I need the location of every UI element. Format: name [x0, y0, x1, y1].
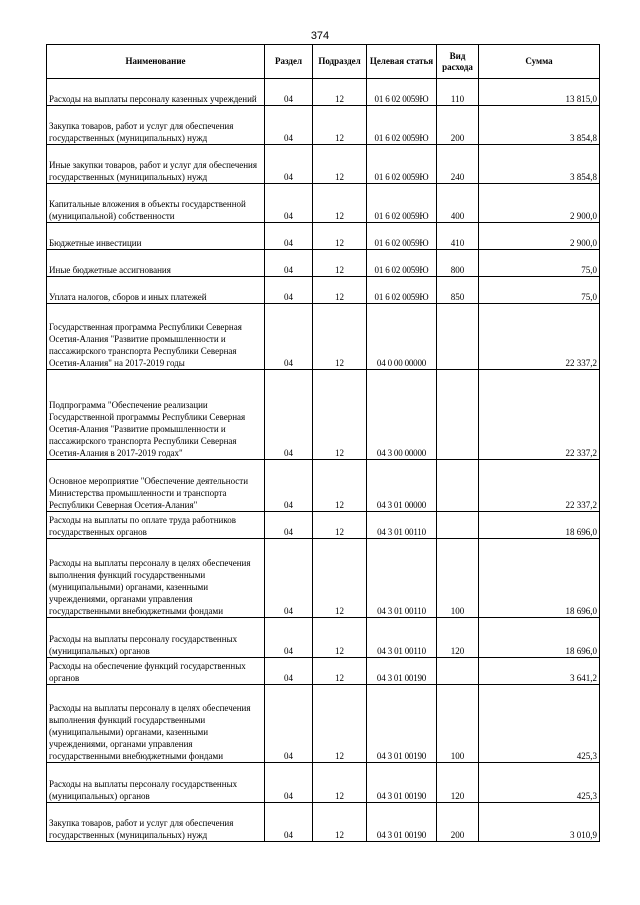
- row-subsection: 12: [313, 763, 367, 803]
- row-target: 04 3 00 00000: [367, 370, 437, 460]
- row-type: [437, 370, 479, 460]
- table-row: [47, 370, 600, 460]
- row-amount: 3 854,8: [479, 106, 600, 145]
- row-type: [437, 512, 479, 539]
- table-row: [47, 658, 600, 685]
- row-section: 04: [265, 803, 313, 842]
- row-subsection: 12: [313, 250, 367, 277]
- row-target: 04 3 01 00190: [367, 685, 437, 763]
- row-section: 04: [265, 763, 313, 803]
- table-row: [47, 277, 600, 304]
- row-name: Закупка товаров, работ и услуг для обеспечения государственных (муниципальных) нужд: [47, 106, 265, 145]
- row-target: 04 3 01 00110: [367, 618, 437, 658]
- row-name: Расходы на выплаты персоналу в целях обеспечения выполнения функций государственными (муниципальными) органами, казенными учреждениями, органами управления государственными внебюджетными фондами: [47, 685, 265, 763]
- row-name: Расходы на выплаты персоналу в целях обеспечения выполнения функций государственными (муниципальными) органами, казенными учреждениями, органами управления государственными внебюджетными фондами: [47, 539, 265, 618]
- row-section: 04: [265, 539, 313, 618]
- row-type: 100: [437, 539, 479, 618]
- header-subsection: Подраздел: [313, 45, 367, 79]
- row-target: 04 3 01 00190: [367, 803, 437, 842]
- row-target: 04 3 01 00110: [367, 539, 437, 618]
- row-type: [437, 658, 479, 685]
- budget-table: [46, 44, 600, 842]
- row-section: 04: [265, 223, 313, 250]
- row-subsection: 12: [313, 277, 367, 304]
- row-amount: 425,3: [479, 763, 600, 803]
- table-header-row: [47, 45, 600, 79]
- row-type: 240: [437, 145, 479, 184]
- row-subsection: 12: [313, 512, 367, 539]
- table-row: [47, 106, 600, 145]
- row-target: 04 3 01 00000: [367, 460, 437, 512]
- row-amount: 3 641,2: [479, 658, 600, 685]
- row-subsection: 12: [313, 539, 367, 618]
- row-amount: 75,0: [479, 277, 600, 304]
- row-section: 04: [265, 370, 313, 460]
- row-section: 04: [265, 618, 313, 658]
- row-target: 01 6 02 0059Ю: [367, 79, 437, 106]
- row-subsection: 12: [313, 460, 367, 512]
- table-row: [47, 539, 600, 618]
- header-amount: Сумма: [479, 45, 600, 79]
- row-section: 04: [265, 658, 313, 685]
- table-row: [47, 460, 600, 512]
- header-name: Наименование: [47, 45, 265, 79]
- row-name: Иные бюджетные ассигнования: [47, 250, 265, 277]
- row-name: Основное мероприятие "Обеспечение деятельности Министерства промышленности и транспорта Республики Северная Осетия-Алания": [47, 460, 265, 512]
- row-subsection: 12: [313, 803, 367, 842]
- row-subsection: 12: [313, 370, 367, 460]
- table-row: [47, 304, 600, 370]
- table-row: [47, 685, 600, 763]
- row-target: 01 6 02 0059Ю: [367, 184, 437, 223]
- row-section: 04: [265, 106, 313, 145]
- row-amount: 2 900,0: [479, 223, 600, 250]
- row-section: 04: [265, 79, 313, 106]
- row-name: Расходы на выплаты персоналу государственных (муниципальных) органов: [47, 763, 265, 803]
- row-amount: 18 696,0: [479, 512, 600, 539]
- row-name: Бюджетные инвестиции: [47, 223, 265, 250]
- row-subsection: 12: [313, 223, 367, 250]
- row-target: 04 3 01 00110: [367, 512, 437, 539]
- row-subsection: 12: [313, 79, 367, 106]
- row-subsection: 12: [313, 145, 367, 184]
- row-type: [437, 304, 479, 370]
- row-name: Государственная программа Республики Северная Осетия-Алания "Развитие промышленности и пассажирского транспорта Республики Северная Осетия-Алания" на 2017-2019 годы: [47, 304, 265, 370]
- row-type: 400: [437, 184, 479, 223]
- header-target: Целевая статья: [367, 45, 437, 79]
- row-type: 110: [437, 79, 479, 106]
- row-name: Подпрограмма "Обеспечение реализации Государственной программы Республики Северная Осетия-Алания "Развитие промышленности и пассажирского транспорта Республики Северная Осетия-Алания в 2017-2019 годах": [47, 370, 265, 460]
- row-section: 04: [265, 304, 313, 370]
- table-row: [47, 512, 600, 539]
- row-target: 01 6 02 0059Ю: [367, 277, 437, 304]
- row-target: 04 0 00 00000: [367, 304, 437, 370]
- row-amount: 425,3: [479, 685, 600, 763]
- row-name: Капитальные вложения в объекты государственной (муниципальной) собственности: [47, 184, 265, 223]
- row-subsection: 12: [313, 184, 367, 223]
- row-type: 200: [437, 803, 479, 842]
- table-row: [47, 223, 600, 250]
- table-row: [47, 618, 600, 658]
- row-amount: 22 337,2: [479, 370, 600, 460]
- row-amount: 22 337,2: [479, 304, 600, 370]
- row-subsection: 12: [313, 106, 367, 145]
- table-row: [47, 145, 600, 184]
- row-amount: 75,0: [479, 250, 600, 277]
- header-section: Раздел: [265, 45, 313, 79]
- row-type: 120: [437, 763, 479, 803]
- row-name: Расходы на выплаты персоналу казенных учреждений: [47, 79, 265, 106]
- row-type: 410: [437, 223, 479, 250]
- row-section: 04: [265, 277, 313, 304]
- row-target: 04 3 01 00190: [367, 658, 437, 685]
- row-type: 800: [437, 250, 479, 277]
- row-amount: 18 696,0: [479, 618, 600, 658]
- row-target: 01 6 02 0059Ю: [367, 106, 437, 145]
- row-name: Расходы на выплаты по оплате труда работников государственных органов: [47, 512, 265, 539]
- row-subsection: 12: [313, 685, 367, 763]
- row-subsection: 12: [313, 658, 367, 685]
- row-name: Иные закупки товаров, работ и услуг для обеспечения государственных (муниципальных) нужд: [47, 145, 265, 184]
- row-section: 04: [265, 184, 313, 223]
- table-row: [47, 79, 600, 106]
- row-amount: 18 696,0: [479, 539, 600, 618]
- row-section: 04: [265, 685, 313, 763]
- row-name: Уплата налогов, сборов и иных платежей: [47, 277, 265, 304]
- row-section: 04: [265, 460, 313, 512]
- row-name: Закупка товаров, работ и услуг для обеспечения государственных (муниципальных) нужд: [47, 803, 265, 842]
- row-subsection: 12: [313, 304, 367, 370]
- row-name: Расходы на обеспечение функций государственных органов: [47, 658, 265, 685]
- table-row: [47, 184, 600, 223]
- row-section: 04: [265, 145, 313, 184]
- row-name: Расходы на выплаты персоналу государственных (муниципальных) органов: [47, 618, 265, 658]
- row-type: [437, 460, 479, 512]
- table-row: [47, 250, 600, 277]
- row-type: 100: [437, 685, 479, 763]
- row-amount: 22 337,2: [479, 460, 600, 512]
- row-amount: 13 815,0: [479, 79, 600, 106]
- page-number: 374: [310, 30, 330, 42]
- row-target: 01 6 02 0059Ю: [367, 250, 437, 277]
- row-target: 04 3 01 00190: [367, 763, 437, 803]
- row-type: 850: [437, 277, 479, 304]
- row-target: 01 6 02 0059Ю: [367, 223, 437, 250]
- row-amount: 3 854,8: [479, 145, 600, 184]
- header-expense-type: Вид расхода: [437, 45, 479, 79]
- row-target: 01 6 02 0059Ю: [367, 145, 437, 184]
- table-row: [47, 803, 600, 842]
- row-amount: 3 010,9: [479, 803, 600, 842]
- row-type: 200: [437, 106, 479, 145]
- row-section: 04: [265, 512, 313, 539]
- row-section: 04: [265, 250, 313, 277]
- row-type: 120: [437, 618, 479, 658]
- row-amount: 2 900,0: [479, 184, 600, 223]
- row-subsection: 12: [313, 618, 367, 658]
- table-row: [47, 763, 600, 803]
